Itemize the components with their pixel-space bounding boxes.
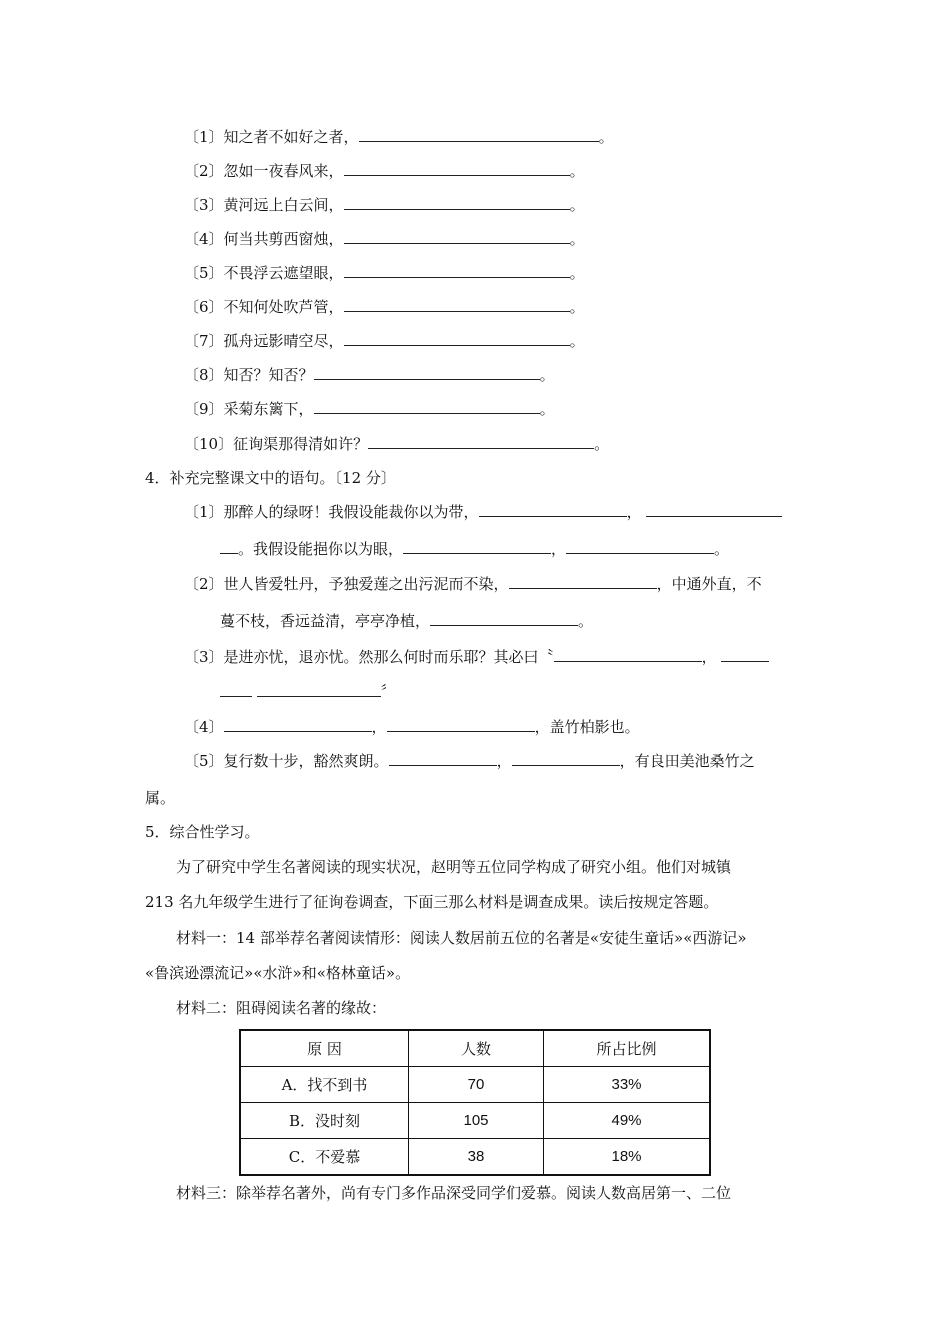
q3-item: 〔10〕征询渠那得清如许？ 。 [184, 435, 610, 453]
reason-cell: A．找不到书 [240, 1067, 409, 1103]
q4-item-3-line-2: 〞 [220, 682, 396, 702]
verse-prompt: 孤舟远影晴空尽， [223, 332, 344, 350]
q4-item-1-line-2: 。我假设能挹你以为眼， ， 。 [220, 539, 729, 559]
table-header-row [240, 1030, 710, 1067]
verse-prompt: 不畏浮云遮望眼， [223, 264, 344, 282]
q5-intro-line-2: 213 名九年级学生进行了征询卷调查，下面三那么材料是调查成果。读后按规定答题。 [145, 893, 719, 911]
verse-prompt: 征询渠那得清如许？ [233, 435, 369, 453]
q4-item-2-line-1: 〔2〕世人皆爱牡丹，予独爱莲之出污泥而不染， ，中通外直，不 [184, 575, 762, 593]
item-number: 〔6〕 [184, 298, 224, 316]
q3-item: 〔4〕何当共剪西窗烛， 。 [184, 230, 585, 248]
answer-blank[interactable] [359, 127, 599, 142]
q3-item: 〔3〕黄河远上白云间， 。 [184, 196, 585, 214]
answer-blank[interactable] [224, 717, 372, 732]
header-percent: 所占比例 [544, 1030, 711, 1067]
verse-prompt: 知否？知否？ [223, 366, 314, 384]
q4-item-5-line-2: 属。 [145, 789, 176, 807]
count-cell: 105 [409, 1103, 544, 1139]
answer-blank[interactable] [314, 365, 540, 380]
table-row [240, 1103, 710, 1139]
q4-item-4: 〔4〕 ， ，盖竹柏影也。 [184, 718, 640, 736]
table-row [240, 1067, 710, 1103]
material-2-heading: 材料二：阻碍阅读名著的缘故： [176, 999, 387, 1017]
q3-item: 〔7〕孤舟远影晴空尽， 。 [184, 332, 585, 350]
answer-blank[interactable] [344, 263, 570, 278]
q4-item-1-line-1: 〔1〕那醉人的绿呀！我假设能裁你以为带， ， [184, 502, 782, 522]
item-number: 〔9〕 [184, 400, 224, 418]
material-1-line-1: 材料一：14 部举荐名著阅读情形：阅读人数居前五位的名著是«安徒生童话»«西游记» [176, 929, 747, 947]
answer-blank[interactable] [344, 229, 570, 244]
material-1-line-2: «鲁滨逊漂流记»«水浒»和«格林童话»。 [145, 964, 411, 982]
q4-item-3-line-1: 〔3〕是进亦忧，退亦忧。然那么何时而乐耶？其必曰〝 ， [184, 647, 769, 667]
q5-heading: 5．综合性学习。 [145, 823, 260, 841]
q3-item: 〔5〕不畏浮云遮望眼， 。 [184, 264, 585, 282]
item-number: 〔5〕 [184, 264, 224, 282]
q3-item: 〔8〕知否？知否？ 。 [184, 366, 555, 384]
verse-prompt: 黄河远上白云间， [223, 196, 344, 214]
header-reason: 原 因 [240, 1030, 409, 1067]
answer-blank[interactable] [479, 502, 627, 517]
item-number: 〔1〕 [184, 128, 224, 146]
item-number: 〔2〕 [184, 162, 224, 180]
q3-item: 〔6〕不知何处吹芦管， 。 [184, 298, 585, 316]
q3-item: 〔1〕知之者不如好之者， 。 [184, 128, 614, 146]
answer-blank[interactable] [512, 751, 620, 766]
q4-item-2-line-2: 蔓不枝，香远益清，亭亭净植， 。 [220, 612, 594, 630]
answer-blank[interactable] [344, 195, 570, 210]
answer-blank[interactable] [721, 647, 769, 662]
item-number: 〔8〕 [184, 366, 224, 384]
table-row [240, 1139, 710, 1176]
percent-cell: 18% [544, 1139, 711, 1176]
answer-blank[interactable] [387, 717, 535, 732]
verse-prompt: 采菊东篱下， [223, 400, 314, 418]
q5-intro-line-1: 为了研究中学生名著阅读的现实状况，赵明等五位同学构成了研究小组。他们对城镇 [176, 858, 732, 876]
answer-blank[interactable] [314, 399, 540, 414]
answer-blank[interactable] [566, 539, 714, 554]
verse-prompt: 知之者不如好之者， [223, 128, 359, 146]
percent-cell: 33% [544, 1067, 711, 1103]
count-cell: 38 [409, 1139, 544, 1176]
answer-blank[interactable] [344, 297, 570, 312]
answer-blank[interactable] [368, 434, 594, 449]
reason-cell: C．不爱慕 [240, 1139, 409, 1176]
answer-blank[interactable] [509, 574, 657, 589]
q3-item: 〔9〕采菊东篱下， 。 [184, 400, 555, 418]
count-cell: 70 [409, 1067, 544, 1103]
verse-prompt: 不知何处吹芦管， [223, 298, 344, 316]
answer-blank[interactable] [220, 682, 252, 697]
answer-blank[interactable] [403, 539, 551, 554]
answer-blank[interactable] [257, 682, 381, 697]
q3-item: 〔2〕忽如一夜春风来， 。 [184, 162, 585, 180]
material-3-line-1: 材料三：除举荐名著外，尚有专门多作品深受同学们爱慕。阅读人数高居第一、二位 [176, 1184, 732, 1202]
answer-blank[interactable] [430, 611, 578, 626]
answer-blank[interactable] [220, 539, 238, 554]
answer-blank[interactable] [344, 331, 570, 346]
answer-blank[interactable] [389, 751, 497, 766]
item-number: 〔7〕 [184, 332, 224, 350]
q4-heading: 4．补充完整课文中的语句。〔12 分〕 [145, 469, 396, 487]
item-number: 〔4〕 [184, 230, 224, 248]
header-count: 人数 [409, 1030, 544, 1067]
percent-cell: 49% [544, 1103, 711, 1139]
answer-blank[interactable] [344, 161, 570, 176]
item-number: 〔3〕 [184, 196, 224, 214]
reasons-table [239, 1029, 711, 1176]
verse-prompt: 忽如一夜春风来， [223, 162, 344, 180]
q4-item-5-line-1: 〔5〕复行数十步，豁然爽朗。 ， ，有良田美池桑竹之 [184, 752, 755, 770]
verse-prompt: 何当共剪西窗烛， [223, 230, 344, 248]
answer-blank[interactable] [646, 502, 782, 517]
item-number: 〔10〕 [184, 435, 234, 453]
reason-cell: B．没时刻 [240, 1103, 409, 1139]
answer-blank[interactable] [554, 647, 702, 662]
